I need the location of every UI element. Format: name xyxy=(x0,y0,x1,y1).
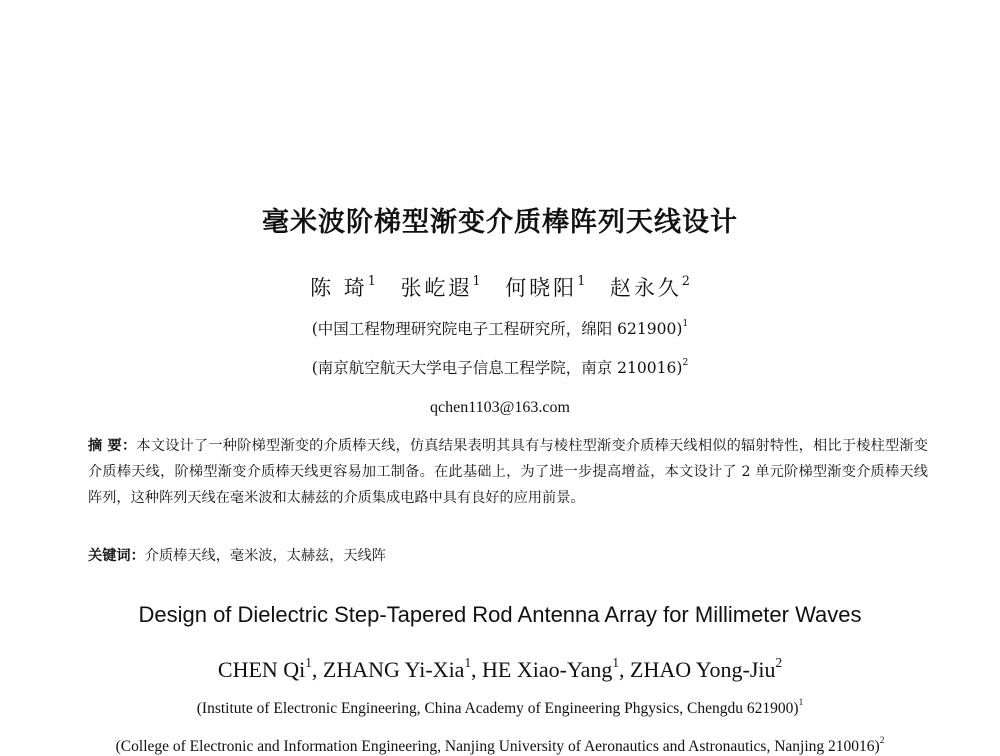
affiliation-english-1 xyxy=(0,700,1000,718)
affiliation-marker: 1 xyxy=(472,273,481,289)
affiliation-marker: 1 xyxy=(612,654,620,670)
affiliation-marker: 1 xyxy=(305,654,312,670)
affiliation-text: (南京航空航天大学电子信息工程学院，南京 210016) xyxy=(311,359,683,377)
corresponding-email: qchen1103@163.com xyxy=(430,399,570,416)
author-separator: , xyxy=(471,657,483,682)
affiliation-chinese-1 xyxy=(0,317,1000,339)
author-chen-qi xyxy=(310,273,376,300)
author-name: HE Xiao-Yang xyxy=(482,657,613,682)
affiliation-marker: 2 xyxy=(681,273,690,289)
author-zhao-yongjiu xyxy=(609,273,690,300)
affiliation-marker: 2 xyxy=(682,357,689,369)
affiliation-text: (Institute of Electronic Engineering, China Academy of Engineering Phgysics, Chengdu 621900) xyxy=(196,700,799,717)
affiliation-marker: 2 xyxy=(879,736,885,747)
author-name: ZHAO Yong-Jiu xyxy=(630,657,776,682)
author-name: 陈 琦 xyxy=(310,276,368,300)
abstract-text: 本文设计了一种阶梯型渐变的介质棒天线，仿真结果表明其具有与棱柱型渐变介质棒天线相似的辐射特性，相比于棱柱型渐变介质棒天线，阶梯型渐变介质棒天线更容易加工制备。在此基础上，为了进一步提高增益，本文设计了 2 单元阶梯型渐变介质棒天线阵列，这种阵列天线在毫米波和太赫兹的介质集成电路中具有良好的应用前景。 xyxy=(88,438,928,506)
affiliation-marker: 1 xyxy=(367,273,376,289)
affiliation-english-2 xyxy=(0,738,1000,756)
affiliation-text: (中国工程物理研究院电子工程研究所，绵阳 621900) xyxy=(311,320,683,338)
affiliation-marker: 1 xyxy=(577,273,586,289)
author-name: 张屹遐 xyxy=(400,276,473,300)
author-name: 赵永久 xyxy=(609,276,682,300)
paper-title-chinese: 毫米波阶梯型渐变介质棒阵列天线设计 xyxy=(262,207,738,238)
affiliation-marker: 1 xyxy=(798,698,804,709)
affiliation-marker: 1 xyxy=(682,318,689,330)
keywords-text: 介质棒天线，毫米波，太赫兹，天线阵 xyxy=(144,548,386,564)
keywords-chinese xyxy=(88,543,928,569)
affiliation-chinese-2 xyxy=(0,356,1000,378)
author-separator: , xyxy=(311,657,323,682)
affiliation-text: (College of Electronic and Information Engineering, Nanjing University of Aeronautics and Astronautics, Nanjing 210016) xyxy=(115,738,880,755)
author-zhang-yixia xyxy=(400,273,481,300)
author-name: CHEN Qi xyxy=(217,657,306,682)
author-name: 何晓阳 xyxy=(505,276,578,300)
authors-english xyxy=(0,654,1000,683)
author-he-xiaoyang xyxy=(505,273,586,300)
abstract-chinese xyxy=(88,433,928,511)
abstract-label: 摘 要： xyxy=(88,438,137,454)
affiliation-marker: 2 xyxy=(775,654,783,670)
affiliation-marker: 1 xyxy=(464,654,472,670)
author-name: ZHANG Yi-Xia xyxy=(322,657,465,682)
keywords-label: 关键词： xyxy=(88,548,145,564)
authors-chinese xyxy=(0,272,1000,302)
author-separator: , xyxy=(619,657,631,682)
paper-title-english: Design of Dielectric Step-Tapered Rod Antenna Array for Millimeter Waves xyxy=(138,602,862,627)
